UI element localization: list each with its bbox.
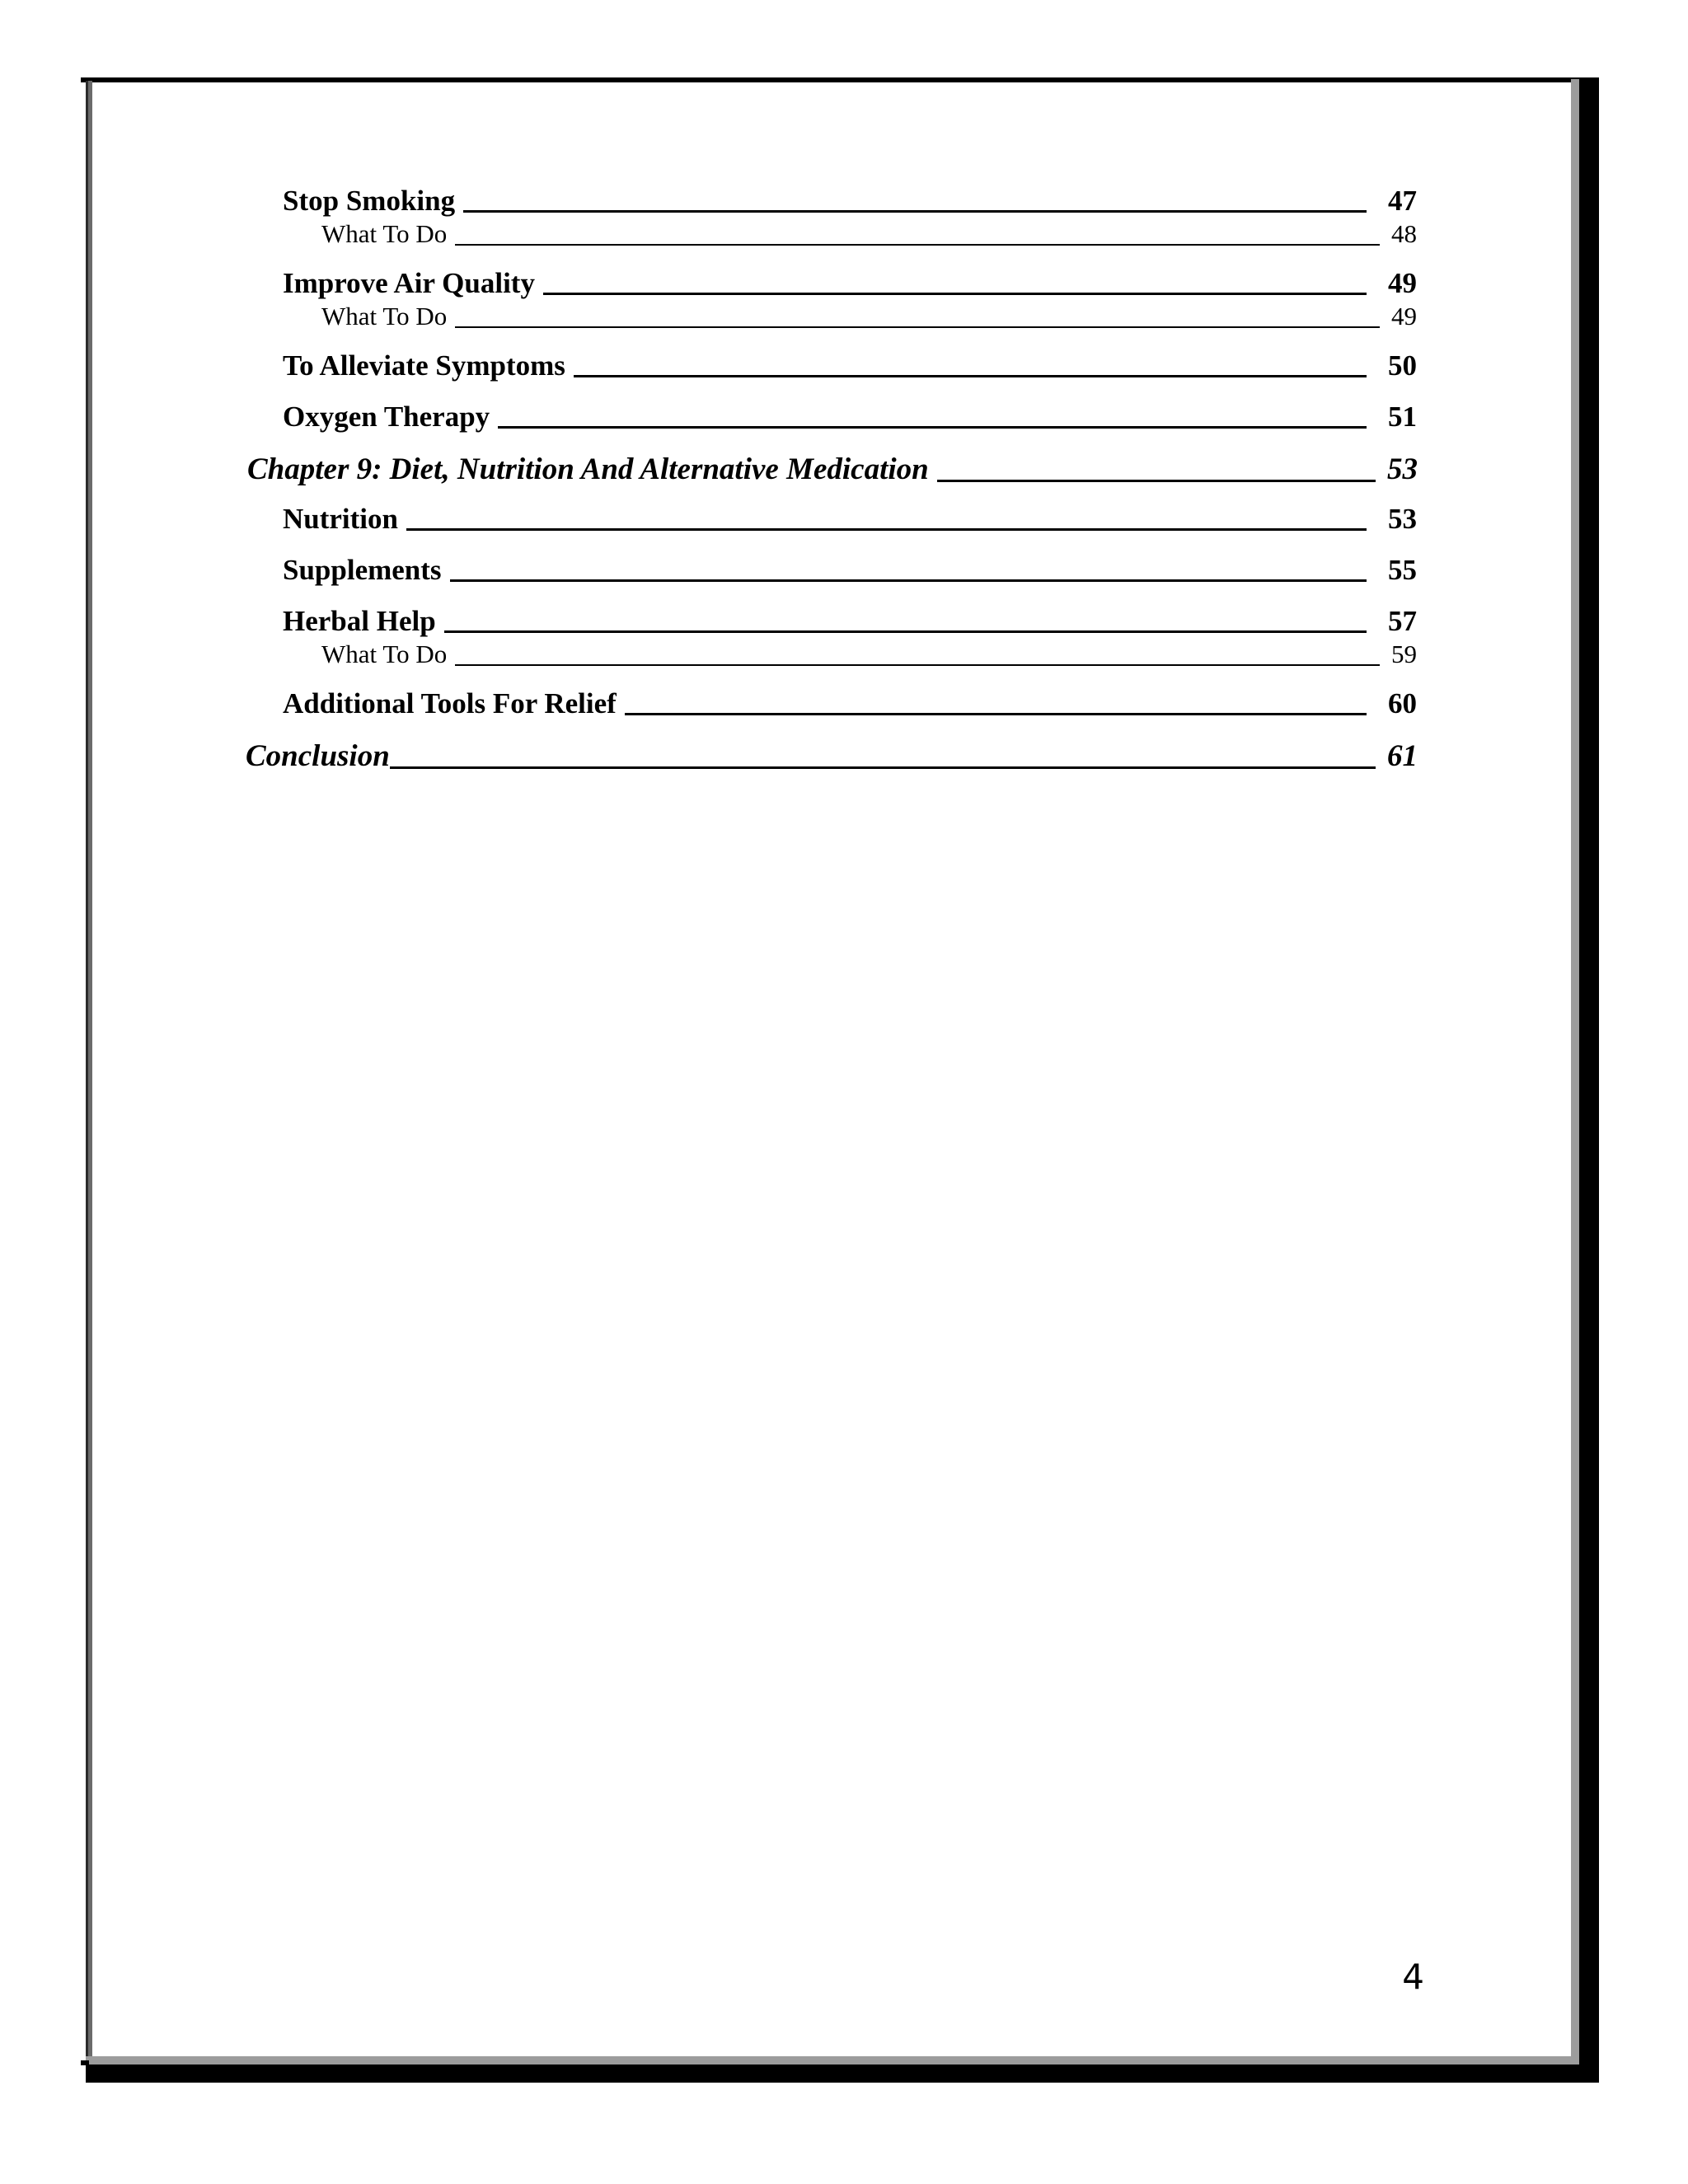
toc-entry-page: 53 <box>1387 452 1418 486</box>
toc-entry-title: Nutrition <box>283 503 398 535</box>
toc-entry-title: What To Do <box>321 640 448 668</box>
toc-leader <box>390 766 1376 769</box>
toc-entry-page: 55 <box>1388 554 1417 586</box>
toc-entry-page: 57 <box>1388 605 1417 637</box>
toc-entry-title: Chapter 9: Diet, Nutrition And Alternative Medication <box>247 452 929 486</box>
toc-entry-page: 51 <box>1388 401 1417 433</box>
toc-leader <box>574 375 1367 377</box>
toc-entry[interactable] <box>283 687 1417 720</box>
toc-leader <box>543 293 1367 295</box>
toc-entry-page: 49 <box>1388 267 1417 299</box>
toc-entry[interactable] <box>283 349 1417 382</box>
toc-entry-title: Stop Smoking <box>283 185 456 217</box>
toc-entry-page: 48 <box>1391 219 1417 248</box>
toc-entry-page: 47 <box>1388 185 1417 217</box>
toc-entry[interactable] <box>283 503 1417 536</box>
toc-entry[interactable] <box>283 185 1417 218</box>
toc-leader <box>937 480 1376 482</box>
toc-entry[interactable] <box>321 302 1417 331</box>
toc-entry-title: Conclusion <box>246 739 390 773</box>
toc-entry-title: What To Do <box>321 302 448 330</box>
toc-entry-title: Oxygen Therapy <box>283 401 490 433</box>
toc-entry-title: Supplements <box>283 554 442 586</box>
toc-entry-title: Additional Tools For Relief <box>283 687 617 719</box>
toc-entry[interactable] <box>283 605 1417 638</box>
page-number: 4 <box>1402 1957 1424 1997</box>
toc-leader <box>498 426 1367 429</box>
toc-leader <box>455 664 1380 666</box>
toc-entry[interactable] <box>283 554 1417 587</box>
toc-leader <box>625 713 1367 715</box>
toc-entry-page: 60 <box>1388 687 1417 719</box>
toc-leader <box>455 244 1380 246</box>
toc-entry[interactable] <box>283 401 1417 434</box>
toc-entry-page: 61 <box>1387 739 1418 773</box>
toc-entry-title: Herbal Help <box>283 605 436 637</box>
toc-leader <box>463 210 1367 213</box>
toc-leader <box>450 579 1367 582</box>
toc-entry-page: 53 <box>1388 503 1417 535</box>
toc-leader <box>444 630 1367 633</box>
toc-entry-title: What To Do <box>321 219 448 248</box>
toc-entry[interactable] <box>321 640 1417 669</box>
toc-entry-page: 59 <box>1391 640 1417 668</box>
toc-entry-page: 49 <box>1391 302 1417 330</box>
toc-entry-title: To Alleviate Symptoms <box>283 349 565 382</box>
toc-entry[interactable] <box>321 219 1417 249</box>
toc-entry-title: Improve Air Quality <box>283 267 535 299</box>
toc-leader <box>455 326 1380 328</box>
toc-chapter-entry[interactable] <box>246 738 1418 774</box>
toc-entry[interactable] <box>283 267 1417 300</box>
toc-leader <box>406 528 1367 531</box>
toc-entry-page: 50 <box>1388 349 1417 382</box>
toc-chapter-entry[interactable] <box>247 452 1418 487</box>
